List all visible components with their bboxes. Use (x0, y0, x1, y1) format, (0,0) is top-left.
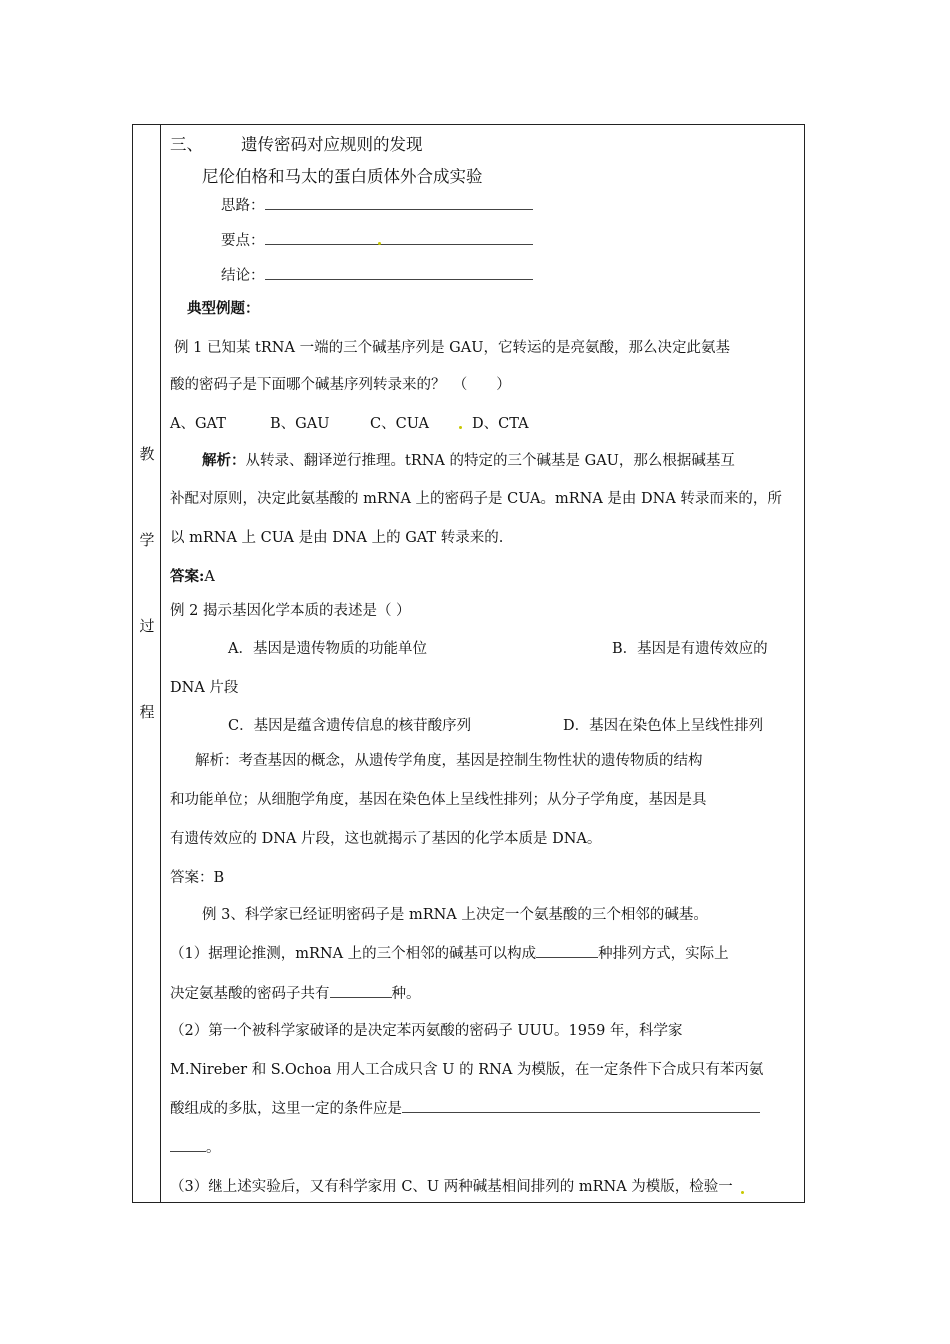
section-subtitle: 尼伦伯格和马太的蛋白质体外合成实验 (202, 167, 483, 186)
examples-heading: 典型例题： (187, 300, 260, 317)
ex1-question-line: 例 1 已知某 tRNA 一端的三个碱基序列是 GAU，它转运的是亮氨酸，那么决定此氨基 (174, 340, 730, 356)
ex3-part2-line: （2）第一个被科学家破译的是决定苯丙氨酸的密码子 UUU。1959 年，科学家 (170, 1023, 683, 1039)
ex2-analysis-line: 解析：考查基因的概念，从遗传学角度，基因是控制生物性状的遗传物质的结构 (195, 753, 703, 769)
side-label-char: 教 (139, 445, 155, 463)
speck-mark (741, 1191, 744, 1194)
ex2-answer: 答案：B (170, 870, 225, 886)
ex3-part1-text: 种。 (391, 986, 421, 1002)
ex2-option-b: B．基因是有遗传效应的 (612, 641, 768, 657)
side-label-char: 程 (139, 703, 155, 721)
ex3-intro: 例 3、科学家已经证明密码子是 mRNA 上决定一个氨基酸的三个相邻的碱基。 (202, 907, 708, 923)
ex3-part1-line (170, 943, 729, 964)
ex2-question: 例 2 揭示基因化学本质的表述是（ ） (170, 603, 411, 619)
ex1-analysis-text: 从转录、翻译逆行推理。tRNA 的特定的三个碱基是 GAU，那么根据碱基互 (245, 453, 735, 469)
lesson-table (132, 124, 805, 1203)
ex1-option-c: C、CUA (370, 416, 429, 432)
ex3-part1-text: 决定氨基酸的密码子共有 (170, 986, 330, 1002)
ex1-answer (170, 567, 215, 587)
ex2-option-a: A．基因是遗传物质的功能单位 (228, 641, 427, 657)
side-label-char: 过 (139, 617, 155, 635)
ex3-part3-line: （3）继上述实验后，又有科学家用 C、U 两种碱基相间排列的 mRNA 为模版，检验一 (170, 1179, 733, 1195)
field-points-label: 要点： (221, 233, 265, 249)
ex1-analysis-line: 以 mRNA 上 CUA 是由 DNA 上的 GAT 转录来的. (170, 530, 504, 546)
ex2-option-c: C．基因是蕴含遗传信息的核苷酸序列 (228, 718, 472, 734)
side-label-column (133, 125, 161, 1202)
ex1-answer-label: 答案: (170, 568, 205, 585)
field-conclusion (221, 265, 533, 286)
speck-mark (459, 426, 462, 429)
ex1-option-a: A、GAT (170, 416, 226, 432)
ex1-analysis-label: 解析： (202, 452, 246, 469)
side-label-char: 学 (139, 531, 155, 549)
ex1-option-d: D、CTA (472, 416, 529, 432)
section-heading (170, 135, 423, 155)
ex3-part1-text: （1）据理论推测，mRNA 上的三个相邻的碱基可以构成 (170, 946, 537, 962)
ex2-option-b-continued: DNA 片段 (170, 680, 239, 696)
content-area (161, 125, 804, 1202)
ex2-option-d: D．基因在染色体上呈线性排列 (563, 718, 764, 734)
field-idea-label: 思路： (221, 198, 265, 214)
ex3-part1-text: 种排列方式，实际上 (598, 946, 729, 962)
field-idea (221, 195, 533, 216)
ex3-part2-text: 。 (206, 1140, 221, 1156)
ex3-part2-text: 酸组成的多肽，这里一定的条件应是 (170, 1101, 402, 1117)
ex1-analysis-line: 补配对原则，决定此氨基酸的 mRNA 上的密码子是 CUA。mRNA 是由 DNA 转录而来的，所 (170, 491, 782, 507)
ex3-part2-line (170, 1137, 221, 1158)
ex1-answer-value: A (204, 569, 215, 585)
ex3-part1-line (170, 983, 421, 1004)
ex2-analysis-line: 有遗传效应的 DNA 片段，这也就揭示了基因的化学本质是 DNA。 (170, 831, 602, 847)
section-number: 三、 (170, 135, 203, 154)
ex3-part2-line (170, 1098, 760, 1119)
ex1-analysis-line (202, 451, 735, 471)
field-points (221, 230, 533, 251)
speck-mark (378, 242, 381, 245)
ex1-question-line: 酸的密码子是下面哪个碱基序列转录来的？ （ ） (170, 377, 511, 393)
ex3-part2-line: M.Nireber 和 S.Ochoa 用人工合成只含 U 的 RNA 为模版，在一定条件下合成只有苯丙氨 (170, 1062, 764, 1078)
ex1-option-b: B、GAU (270, 416, 330, 432)
ex2-analysis-line: 和功能单位；从细胞学角度，基因在染色体上呈线性排列；从分子学角度，基因是具 (170, 792, 707, 808)
field-conclusion-label: 结论： (221, 268, 265, 284)
section-title: 遗传密码对应规则的发现 (241, 135, 423, 154)
